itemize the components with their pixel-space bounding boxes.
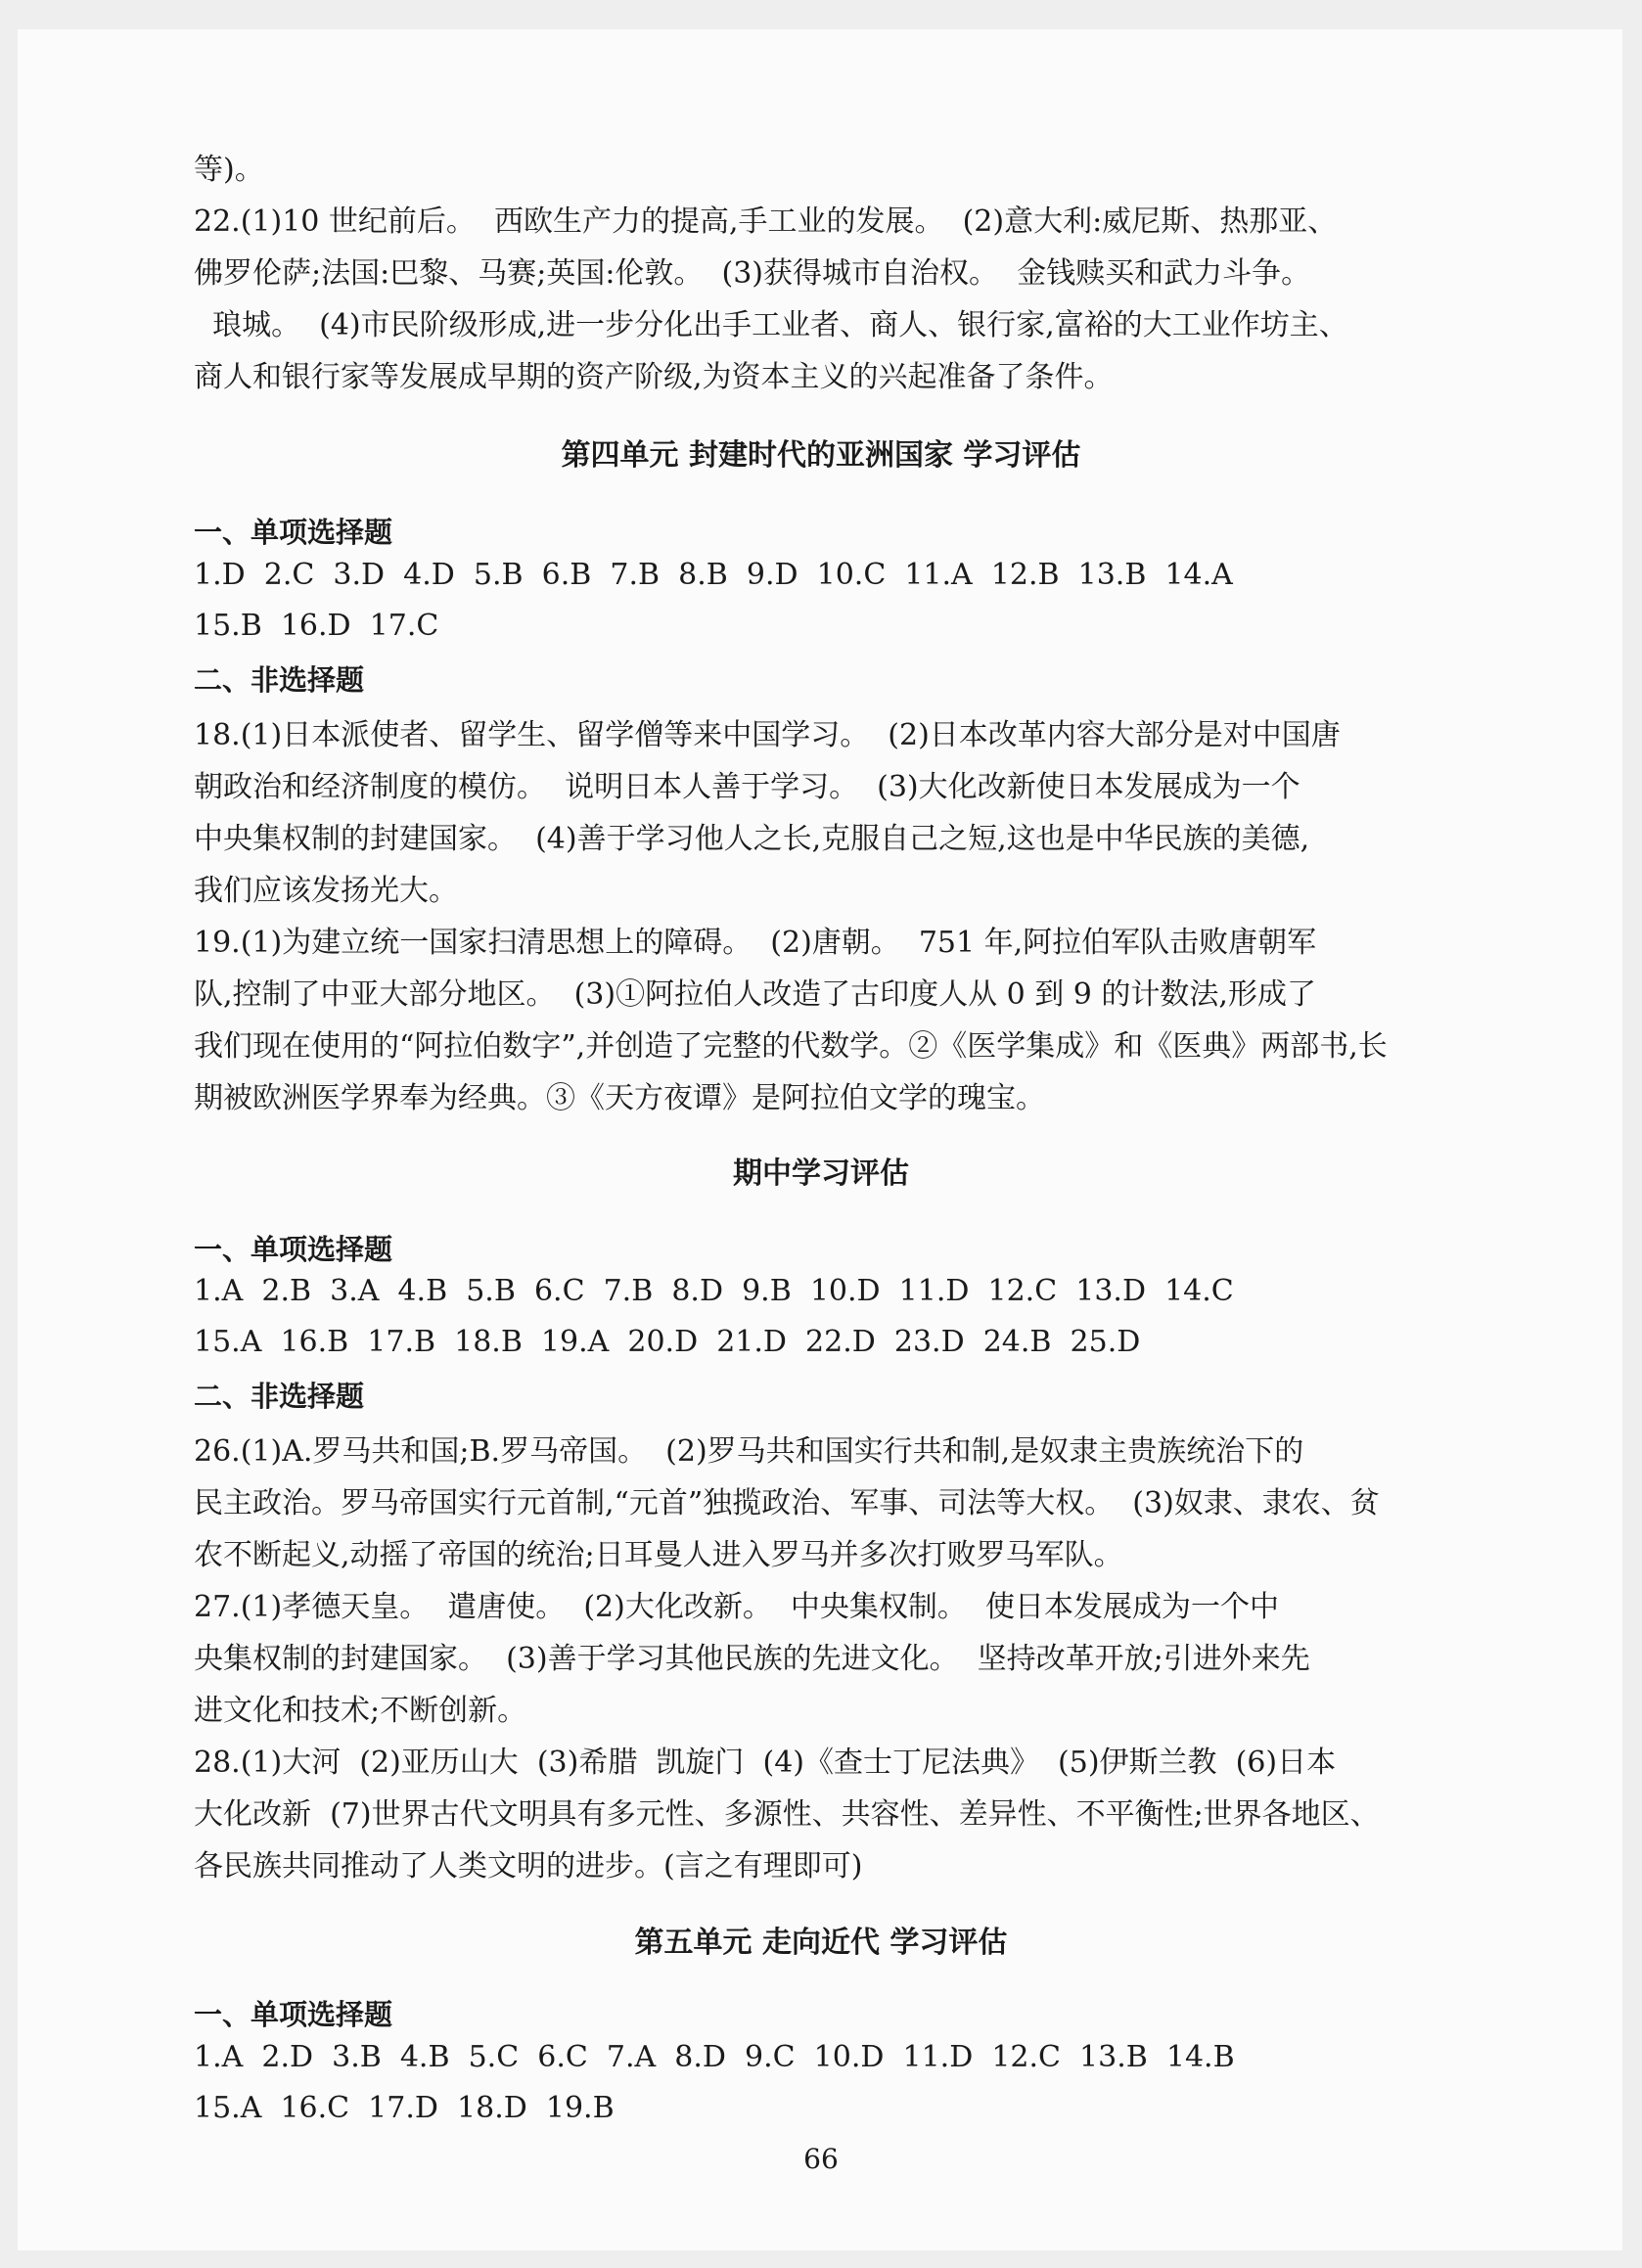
- answer-line: 琅城。 (4)市民阶级形成,进一步分化出手工业者、商人、银行家,富裕的大工业作坊主、: [194, 308, 1348, 342]
- subheading-non-choice: 二、非选择题: [194, 1380, 365, 1413]
- page-number: 66: [803, 2143, 839, 2175]
- answer-line: 中央集权制的封建国家。 (4)善于学习他人之长,克服自己之短,这也是中华民族的美德,: [194, 822, 1310, 856]
- answer-line: 进文化和技术;不断创新。: [194, 1694, 527, 1728]
- answer-line: 我们现在使用的“阿拉伯数字”,并创造了完整的代数学。②《医学集成》和《医典》两部书,长: [194, 1029, 1388, 1064]
- subheading-non-choice: 二、非选择题: [194, 663, 365, 697]
- answer-line: 22.(1)10 世纪前后。 西欧生产力的提高,手工业的发展。 (2)意大利:威尼斯、热那亚、: [194, 204, 1338, 239]
- answer-line: 朝政治和经济制度的模仿。 说明日本人善于学习。 (3)大化改新使日本发展成为一个: [194, 770, 1300, 804]
- answer-line: 期被欧洲医学界奉为经典。③《天方夜谭》是阿拉伯文学的瑰宝。: [194, 1081, 1045, 1115]
- mc-answers-row: 1.D 2.C 3.D 4.D 5.B 6.B 7.B 8.B 9.D 10.C 11.A 12.B 13.B 14.A: [194, 558, 1233, 592]
- subheading-multiple-choice: 一、单项选择题: [194, 516, 393, 549]
- mc-answers-row: 1.A 2.D 3.B 4.B 5.C 6.C 7.A 8.D 9.C 10.D 11.D 12.C 13.B 14.B: [194, 2040, 1235, 2074]
- answer-line: 各民族共同推动了人类文明的进步。(言之有理即可): [194, 1849, 863, 1883]
- answer-line: 队,控制了中亚大部分地区。 (3)①阿拉伯人改造了古印度人从 0 到 9 的计数法,形成了: [194, 977, 1316, 1012]
- text-fragment: 等)。: [194, 153, 264, 187]
- answer-line: 27.(1)孝德天皇。 遣唐使。 (2)大化改新。 中央集权制。 使日本发展成为一个中: [194, 1590, 1279, 1624]
- answer-line: 我们应该发扬光大。: [194, 874, 458, 908]
- subheading-multiple-choice: 一、单项选择题: [194, 1998, 393, 2031]
- mc-answers-row: 15.A 16.B 17.B 18.B 19.A 20.D 21.D 22.D 23.D 24.B 25.D: [194, 1325, 1141, 1359]
- answer-line: 28.(1)大河 (2)亚历山大 (3)希腊 凯旋门 (4)《查士丁尼法典》 (5)伊斯兰教 (6)日本: [194, 1746, 1337, 1780]
- answer-line: 26.(1)A.罗马共和国;B.罗马帝国。 (2)罗马共和国实行共和制,是奴隶主贵族统治下的: [194, 1434, 1304, 1469]
- mc-answers-row: 15.A 16.C 17.D 18.D 19.B: [194, 2091, 615, 2125]
- answer-line: 18.(1)日本派使者、留学生、留学僧等来中国学习。 (2)日本改革内容大部分是对中国唐: [194, 718, 1341, 752]
- mc-answers-row: 1.A 2.B 3.A 4.B 5.B 6.C 7.B 8.D 9.B 10.D 11.D 12.C 13.D 14.C: [194, 1274, 1234, 1308]
- answer-line: 民主政治。罗马帝国实行元首制,“元首”独揽政治、军事、司法等大权。 (3)奴隶、隶农、贫: [194, 1486, 1380, 1520]
- section-title-unit5: 第五单元 走向近代 学习评估: [634, 1926, 1008, 1960]
- section-title-unit4: 第四单元 封建时代的亚洲国家 学习评估: [561, 438, 1081, 473]
- answer-line: 19.(1)为建立统一国家扫清思想上的障碍。 (2)唐朝。 751 年,阿拉伯军队击败唐朝军: [194, 926, 1317, 960]
- mc-answers-row: 15.B 16.D 17.C: [194, 609, 439, 643]
- subheading-multiple-choice: 一、单项选择题: [194, 1233, 393, 1266]
- answer-line: 佛罗伦萨;法国:巴黎、马赛;英国:伦敦。 (3)获得城市自治权。 金钱赎买和武力斗争。: [194, 256, 1311, 291]
- answer-line: 农不断起义,动摇了帝国的统治;日耳曼人进入罗马并多次打败罗马军队。: [194, 1538, 1123, 1572]
- answer-line: 央集权制的封建国家。 (3)善于学习其他民族的先进文化。 坚持改革开放;引进外来先: [194, 1642, 1310, 1676]
- answer-line: 商人和银行家等发展成早期的资产阶级,为资本主义的兴起准备了条件。: [194, 360, 1114, 394]
- answer-line: 大化改新 (7)世界古代文明具有多元性、多源性、共容性、差异性、不平衡性;世界各地区、: [194, 1797, 1380, 1832]
- section-title-midterm: 期中学习评估: [733, 1157, 909, 1191]
